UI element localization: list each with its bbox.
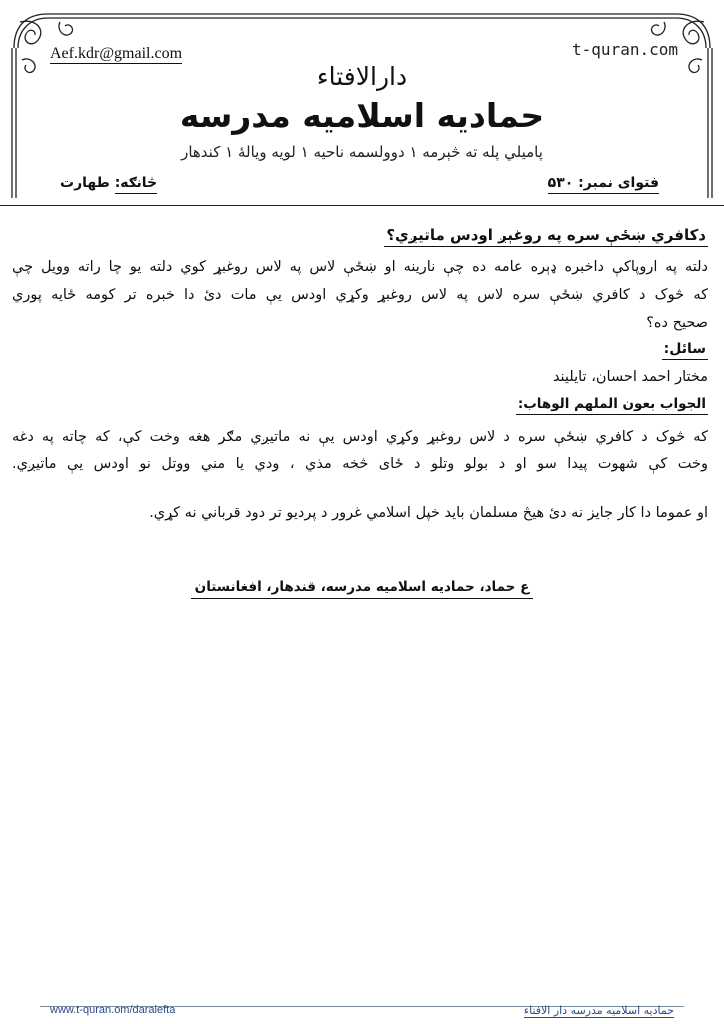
asker-name: مختار احمد احسان، تايليند [552, 369, 708, 385]
contact-email[interactable]: Aef.kdr@gmail.com [50, 45, 183, 62]
section-field [60, 175, 157, 191]
answer-line: که څوک د کافري ښځې سره د لاس روغبړ وکړي اودس يې نه ماتيږي مګر هغه وخت کې، که چاته په دغه [12, 429, 708, 445]
answer-line: وخت کې شهوت پيدا سو او د بولو وتلو د ځای څخه مذي ، ودي يا مني ووتل نو اودس يې ماتيږي. [12, 456, 708, 472]
question-line: که څوک د کافري ښځې سره لاس په لاس روغبړ وکړي اودس يې مات دئ دا خبره تر کومه ځايه پوري [12, 287, 708, 303]
signature [0, 576, 724, 595]
header-divider [0, 205, 724, 206]
asker-label: سائل: [662, 341, 708, 360]
footer-url[interactable]: www.t-quran.om/daralefta [50, 1004, 176, 1016]
question-title: دكافري ښځې سره په روغېږ اودس ماتيږي؟ [384, 226, 708, 247]
footer-title[interactable]: حمادیه اسلامیه مدرسه دار الافتاء [523, 1004, 674, 1017]
address-line: پاميلي پله ته څېرمه ۱ دوولسمه ناحيه ۱ لويه ويالهٔ ۱ كندهار [181, 143, 543, 161]
answer-label: الجواب بعون الملهم الوهاب: [516, 396, 708, 415]
madrasa-title: حمادیه اسلامیه مدرسه [179, 96, 545, 135]
site-name[interactable]: t-quran.com [572, 40, 678, 59]
signature-text: ع حماد، حمادیه اسلامیه مدرسه، قندهار، افغانستان [191, 579, 534, 599]
answer-line: او عموما دا کار جايز نه دئ هيڅ مسلمان بايد خپل اسلامي غرور د پرديو تر دود قرباني نه کړي. [149, 505, 708, 521]
office-title: دارالافتاء [316, 62, 408, 91]
question-line: صحيح ده؟ [646, 315, 708, 331]
section-label: څانګه: [115, 175, 157, 194]
section-value: طهارت [60, 175, 110, 191]
question-line: دلته په اروپاکې داخبره ډېره عامه ده چې نارينه او ښځې لاس په لاس روغبړ کوي دلته يو چا راته وويل چې [12, 259, 708, 275]
fatwa-number: فتوای نمبر: ۵۳۰ [548, 175, 659, 194]
